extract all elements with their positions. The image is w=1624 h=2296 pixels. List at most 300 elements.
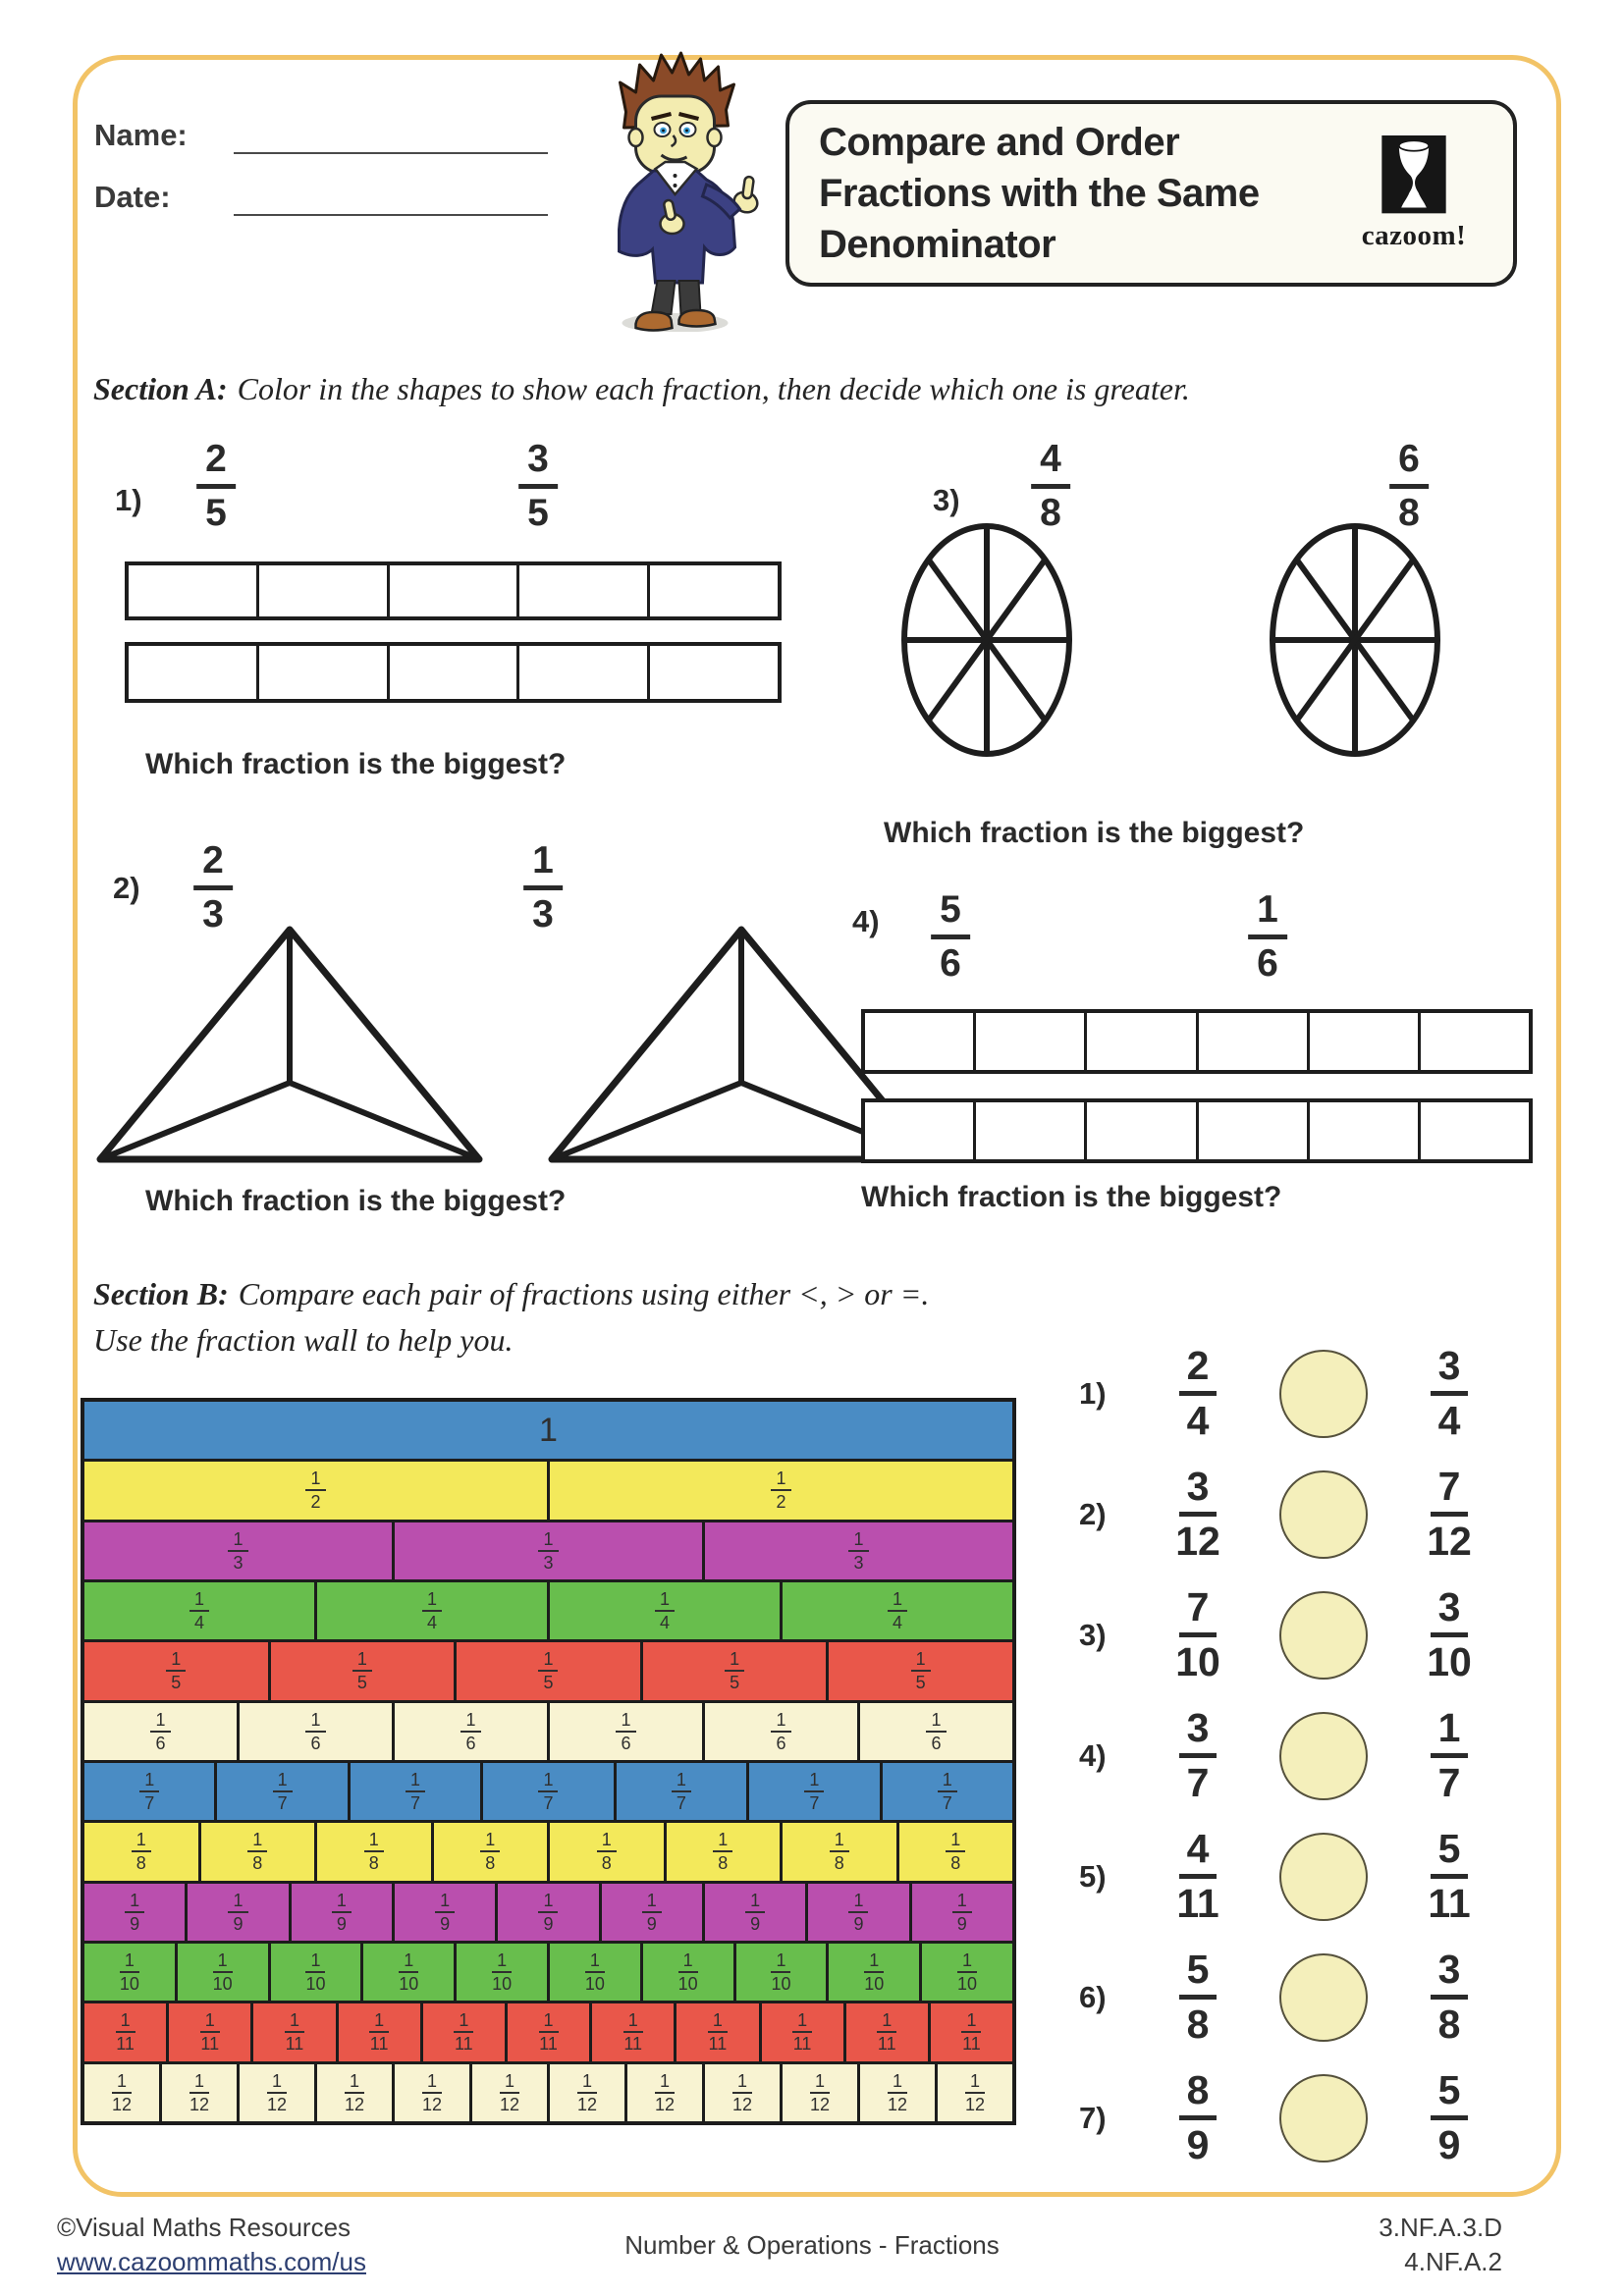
wall-fraction-denominator: 8	[485, 1853, 496, 1874]
wall-fraction-label	[771, 1468, 790, 1512]
fraction-numerator: 1	[1431, 1706, 1469, 1758]
bar-cell[interactable]	[387, 646, 517, 699]
problem-number: 4)	[852, 904, 880, 938]
bar-cell[interactable]	[516, 565, 647, 616]
bar-cell[interactable]	[1307, 1102, 1418, 1159]
comparison-fraction-right	[1428, 1827, 1470, 1926]
comparison-fraction-right	[1431, 1706, 1469, 1805]
wall-fraction-label	[435, 1891, 455, 1934]
fraction-wall-cell	[84, 1763, 214, 1820]
wall-fraction-label	[708, 2010, 728, 2054]
cazoom-logo-text: cazoom!	[1361, 219, 1467, 251]
wall-fraction-label	[888, 2071, 907, 2114]
wall-fraction-label	[285, 2010, 304, 2054]
wall-fraction-denominator: 11	[539, 2034, 558, 2055]
bar-cell[interactable]	[1196, 1013, 1307, 1070]
fraction-wall-cell	[289, 1884, 392, 1941]
wall-fraction-numerator: 1	[460, 1710, 480, 1733]
wall-fraction-label	[305, 1710, 325, 1753]
wall-fraction-label	[848, 1891, 868, 1934]
question-text: Which fraction is the biggest?	[861, 1181, 1282, 1213]
comparison-fraction-left	[1179, 1948, 1218, 2047]
wall-fraction-denominator: 8	[834, 1853, 844, 1874]
fraction-denominator: 6	[1257, 941, 1278, 985]
wall-fraction-denominator: 5	[915, 1673, 926, 1693]
wall-fraction-denominator: 5	[730, 1673, 740, 1693]
fraction-denominator: 9	[1437, 2122, 1461, 2167]
section-a-problem-1	[93, 432, 849, 815]
wall-fraction-label	[804, 1770, 824, 1813]
wall-fraction-numerator: 1	[267, 2071, 287, 2094]
wall-fraction-denominator: 12	[421, 2094, 443, 2114]
comparison-fraction-left	[1179, 1706, 1218, 1805]
wall-fraction-numerator: 1	[305, 1950, 325, 1973]
wall-fraction-label	[672, 1770, 691, 1813]
wall-fraction-numerator: 1	[538, 1770, 558, 1792]
fraction-denominator: 12	[1175, 1519, 1220, 1564]
problem-number: 1)	[115, 483, 142, 517]
fraction-denominator: 5	[205, 491, 227, 534]
wall-fraction-numerator: 1	[597, 1830, 617, 1852]
wall-fraction-denominator: 9	[130, 1913, 140, 1934]
fraction-numerator: 2	[196, 438, 236, 489]
bar-cell[interactable]	[647, 565, 778, 616]
wall-fraction-denominator: 12	[189, 2094, 210, 2114]
answer-circle[interactable]	[1279, 1591, 1368, 1680]
wall-fraction-numerator: 1	[672, 1770, 691, 1792]
wall-fraction-label	[305, 1468, 325, 1512]
wall-fraction-denominator: 12	[809, 2094, 831, 2114]
wall-fraction-denominator: 11	[623, 2034, 643, 2055]
wall-fraction-numerator: 1	[952, 1891, 972, 1913]
fraction-bar-bottom	[861, 1098, 1533, 1163]
wall-fraction-denominator: 10	[212, 1974, 233, 1995]
comparison-fraction-left	[1176, 1827, 1218, 1926]
fraction-wall-cell	[420, 2003, 505, 2060]
bar-cell[interactable]	[387, 565, 517, 616]
fraction-wall-cell	[454, 1642, 640, 1699]
comparison-fraction-left	[1175, 1465, 1220, 1564]
fraction-numerator: 5	[1431, 2068, 1469, 2120]
bar-cell[interactable]	[1196, 1102, 1307, 1159]
wall-fraction-label	[213, 1950, 233, 1994]
wall-fraction-denominator: 10	[677, 1974, 698, 1995]
wall-fraction-numerator: 1	[500, 2071, 519, 2094]
wall-fraction-label	[577, 2071, 597, 2114]
wall-fraction-numerator: 1	[345, 2071, 364, 2094]
fraction-bar-top	[861, 1009, 1533, 1074]
comparison-left-slot	[1134, 1585, 1262, 1684]
wall-fraction-numerator: 1	[577, 2071, 597, 2094]
wall-fraction-numerator: 1	[189, 1589, 209, 1612]
wall-fraction-label	[364, 1830, 384, 1873]
wall-fraction-numerator: 1	[725, 1649, 744, 1672]
wall-fraction-label	[771, 1710, 790, 1753]
wall-fraction-numerator: 1	[623, 2010, 643, 2033]
wall-fraction-numerator: 1	[369, 2010, 389, 2033]
comparison-right-slot	[1385, 2068, 1513, 2167]
wall-fraction-denominator: 12	[266, 2094, 288, 2114]
wall-fraction-denominator: 12	[576, 2094, 598, 2114]
wall-fraction-numerator: 1	[120, 1950, 139, 1973]
wall-fraction-numerator: 1	[213, 1950, 233, 1973]
comparison-row	[1065, 1937, 1556, 2057]
comparison-fraction-left	[1175, 1585, 1220, 1684]
wall-fraction-numerator: 1	[911, 1649, 931, 1672]
fraction-numerator: 5	[1179, 1948, 1218, 2000]
fraction-wall-row	[84, 1402, 1012, 1459]
wall-fraction-label	[678, 1950, 698, 1994]
answer-circle[interactable]	[1279, 1350, 1368, 1438]
comparison-left-slot	[1134, 1948, 1262, 2047]
fraction-wall-cell	[733, 1944, 827, 2001]
wall-fraction-label	[926, 1710, 946, 1753]
fraction-left	[931, 888, 970, 985]
wall-fraction-numerator: 1	[200, 2010, 220, 2033]
wall-fraction-numerator: 1	[888, 2071, 907, 2094]
wall-fraction-numerator: 1	[422, 2071, 442, 2094]
fraction-wall-cell	[84, 1462, 547, 1519]
wall-fraction-label	[952, 1891, 972, 1934]
bar-cell[interactable]	[647, 646, 778, 699]
wall-fraction-label	[406, 1770, 425, 1813]
fraction-left	[193, 839, 233, 935]
fraction-wall-cell	[84, 1402, 1012, 1459]
answer-circle[interactable]	[1279, 2074, 1368, 2163]
comparison-fraction-left	[1179, 2068, 1218, 2167]
fraction-denominator: 11	[1428, 1881, 1471, 1926]
fraction-wall-cell	[547, 1703, 702, 1760]
bar-cell[interactable]	[1084, 1102, 1195, 1159]
fraction-wall-cell	[84, 1884, 185, 1941]
wall-fraction-label	[112, 2071, 132, 2114]
wall-fraction-denominator: 5	[171, 1673, 182, 1693]
bar-cell[interactable]	[1084, 1013, 1195, 1070]
bar-cell[interactable]	[1307, 1013, 1418, 1070]
comparison-fraction-right	[1431, 2068, 1469, 2167]
wall-fraction-label	[938, 1770, 957, 1813]
wall-fraction-numerator: 1	[116, 2010, 135, 2033]
fraction-wall-row	[84, 1941, 1012, 2001]
bar-cell[interactable]	[129, 646, 256, 699]
fraction-wall-row	[84, 1881, 1012, 1941]
wall-fraction-numerator: 1	[745, 1891, 765, 1913]
wall-fraction-numerator: 1	[708, 2010, 728, 2033]
wall-fraction-label	[500, 2071, 519, 2114]
fraction-wall-cell	[935, 2064, 1012, 2121]
wall-fraction-numerator: 1	[454, 2010, 473, 2033]
wall-fraction-label	[538, 1649, 558, 1692]
wall-fraction-label	[655, 2071, 675, 2114]
wall-fraction-denominator: 9	[543, 1913, 554, 1934]
fraction-wall-cell	[454, 1944, 547, 2001]
fraction-wall-cell	[214, 1763, 347, 1820]
wall-fraction-label	[848, 1529, 868, 1573]
wall-fraction-numerator: 1	[655, 2071, 675, 2094]
fraction-denominator: 8	[1437, 2002, 1461, 2047]
wall-label-one: 1	[539, 1411, 558, 1449]
wall-fraction-denominator: 11	[877, 2034, 896, 2055]
fraction-wall	[81, 1398, 1016, 2125]
fraction-numerator: 4	[1179, 1827, 1218, 1879]
section-b-instruction-1: Compare each pair of fractions using either <, > or =.	[238, 1276, 930, 1311]
fraction-wall-cell	[780, 1823, 896, 1880]
answer-circle[interactable]	[1279, 1833, 1368, 1921]
wall-fraction-numerator: 1	[399, 1950, 418, 1973]
wall-fraction-denominator: 7	[410, 1793, 421, 1814]
fraction-numerator: 3	[1431, 1344, 1469, 1396]
fraction-wall-cell	[159, 2064, 237, 2121]
wall-fraction-label	[132, 1830, 151, 1873]
fraction-wall-cell	[268, 1944, 361, 2001]
wall-fraction-numerator: 1	[332, 1891, 352, 1913]
comparison-row	[1065, 2057, 1556, 2178]
fraction-wall-row	[84, 1459, 1012, 1519]
fraction-wall-cell	[237, 1703, 392, 1760]
problem-number: 3)	[933, 483, 960, 517]
wall-fraction-label	[877, 2010, 896, 2054]
wall-fraction-denominator: 11	[200, 2034, 220, 2055]
fraction-wall-cell	[780, 2064, 857, 2121]
wall-fraction-label	[422, 1589, 442, 1632]
wall-fraction-label	[810, 2071, 830, 2114]
wall-fraction-denominator: 12	[964, 2094, 986, 2114]
problem-number: 2)	[113, 871, 140, 905]
wall-fraction-denominator: 5	[543, 1673, 554, 1693]
wall-fraction-label	[585, 1950, 605, 1994]
comparison-number: 6)	[1079, 1979, 1107, 2014]
wall-fraction-denominator: 12	[344, 2094, 365, 2114]
fraction-numerator: 3	[1431, 1948, 1469, 2000]
wall-fraction-label	[200, 2010, 220, 2054]
wall-fraction-denominator: 6	[621, 1733, 631, 1753]
bar-cell[interactable]	[129, 565, 256, 616]
fraction-wall-cell	[314, 2064, 392, 2121]
fraction-denominator: 8	[1398, 491, 1420, 534]
wall-fraction-label	[166, 1649, 186, 1692]
wall-fraction-label	[228, 1891, 247, 1934]
wall-fraction-denominator: 9	[646, 1913, 657, 1934]
wall-fraction-numerator: 1	[848, 1529, 868, 1552]
fraction-wall-cell	[392, 1703, 547, 1760]
fraction-wall-cell	[599, 1884, 702, 1941]
wall-fraction-numerator: 1	[189, 2071, 209, 2094]
wall-fraction-label	[771, 1950, 790, 1994]
bar-cell[interactable]	[1418, 1013, 1529, 1070]
comparison-row	[1065, 1454, 1556, 1575]
wall-fraction-numerator: 1	[132, 1830, 151, 1852]
date-input-line[interactable]	[234, 214, 548, 216]
wall-fraction-denominator: 7	[676, 1793, 686, 1814]
bar-cell[interactable]	[865, 1013, 973, 1070]
wall-fraction-numerator: 1	[273, 1770, 293, 1792]
fraction-numerator: 1	[1248, 888, 1287, 939]
wall-fraction-numerator: 1	[538, 1891, 558, 1913]
wall-fraction-denominator: 9	[336, 1913, 347, 1934]
wall-fraction-numerator: 1	[616, 1710, 635, 1733]
wall-fraction-denominator: 4	[659, 1613, 670, 1633]
wall-fraction-label	[946, 1830, 965, 1873]
wall-fraction-denominator: 9	[750, 1913, 761, 1934]
fraction-wall-row	[84, 1820, 1012, 1880]
wall-fraction-denominator: 3	[233, 1552, 244, 1573]
fraction-wall-cell	[547, 2064, 624, 2121]
fraction-wall-cell	[896, 1823, 1013, 1880]
wall-fraction-numerator: 1	[585, 1950, 605, 1973]
comparison-fraction-left	[1179, 1344, 1218, 1443]
wall-fraction-denominator: 8	[601, 1853, 612, 1874]
fraction-circle-left[interactable]	[898, 520, 1075, 760]
fraction-denominator: 4	[1437, 1398, 1461, 1443]
bar-cell[interactable]	[865, 1102, 973, 1159]
wall-fraction-numerator: 1	[830, 1830, 849, 1852]
wall-fraction-denominator: 7	[543, 1793, 554, 1814]
wall-fraction-label	[597, 1830, 617, 1873]
wall-fraction-numerator: 1	[810, 2071, 830, 2094]
wall-fraction-denominator: 11	[962, 2034, 981, 2055]
fraction-wall-row	[84, 1760, 1012, 1820]
bar-cell[interactable]	[973, 1013, 1084, 1070]
wall-fraction-numerator: 1	[792, 2010, 812, 2033]
fraction-bar-top	[125, 561, 782, 620]
fraction-wall-cell	[547, 1462, 1012, 1519]
fraction-wall-cell	[268, 1642, 455, 1699]
wall-fraction-numerator: 1	[848, 1891, 868, 1913]
wall-fraction-denominator: 4	[193, 1613, 204, 1633]
wall-fraction-numerator: 1	[139, 1770, 159, 1792]
fraction-numerator: 5	[1431, 1827, 1469, 1879]
bar-cell[interactable]	[516, 646, 647, 699]
wall-fraction-denominator: 6	[931, 1733, 942, 1753]
wall-fraction-label	[305, 1950, 325, 1994]
wall-fraction-label	[116, 2010, 135, 2054]
wall-fraction-numerator: 1	[864, 1950, 884, 1973]
wall-fraction-label	[538, 1770, 558, 1813]
fraction-denominator: 4	[1186, 1398, 1210, 1443]
fraction-wall-cell	[84, 1642, 268, 1699]
comparison-left-slot	[1134, 1706, 1262, 1805]
fraction-circle-right[interactable]	[1267, 520, 1443, 760]
wall-fraction-denominator: 10	[399, 1974, 419, 1995]
fraction-wall-row	[84, 1579, 1012, 1639]
wall-fraction-denominator: 8	[950, 1853, 961, 1874]
wall-fraction-denominator: 7	[144, 1793, 155, 1814]
wall-fraction-numerator: 1	[713, 1830, 732, 1852]
wall-fraction-denominator: 12	[887, 2094, 908, 2114]
footer-standard-1: 3.NF.A.3.D	[1379, 2213, 1502, 2242]
wall-fraction-numerator: 1	[112, 2071, 132, 2094]
wall-fraction-denominator: 12	[499, 2094, 520, 2114]
fraction-denominator: 3	[532, 892, 554, 935]
fraction-wall-cell	[919, 1944, 1012, 2001]
comparison-number: 2)	[1079, 1496, 1107, 1531]
comparison-row	[1065, 1575, 1556, 1695]
wall-fraction-label	[273, 1770, 293, 1813]
wall-fraction-denominator: 12	[111, 2094, 133, 2114]
wall-fraction-label	[228, 1529, 247, 1573]
fraction-numerator: 7	[1431, 1465, 1469, 1517]
wall-fraction-label	[267, 2071, 287, 2114]
question-text: Which fraction is the biggest?	[145, 748, 567, 780]
bar-cell[interactable]	[1418, 1102, 1529, 1159]
bar-cell[interactable]	[256, 565, 387, 616]
section-b-problems	[1065, 1333, 1556, 2178]
fraction-numerator: 4	[1031, 438, 1070, 489]
fraction-wall-cell	[664, 1823, 781, 1880]
fraction-wall-cell	[84, 1582, 314, 1639]
wall-fraction-label	[454, 2010, 473, 2054]
fraction-denominator: 6	[940, 941, 961, 985]
footer-link[interactable]: www.cazoommaths.com/us	[57, 2247, 366, 2277]
section-b-label: Section B:	[93, 1276, 229, 1311]
wall-fraction-numerator: 1	[877, 2010, 896, 2033]
fraction-bar-bottom	[125, 642, 782, 703]
wall-fraction-denominator: 11	[792, 2034, 812, 2055]
wall-fraction-label	[961, 2010, 981, 2054]
fraction-wall-cell	[360, 1944, 454, 2001]
wall-fraction-label	[399, 1950, 418, 1994]
wall-fraction-numerator: 1	[957, 1950, 977, 1973]
wall-fraction-denominator: 11	[116, 2034, 135, 2055]
wall-fraction-denominator: 10	[492, 1974, 513, 1995]
fraction-wall-cell	[746, 1763, 879, 1820]
answer-circle[interactable]	[1279, 1470, 1368, 1559]
fraction-wall-cell	[166, 2003, 250, 2060]
cazoom-logo	[1330, 135, 1497, 252]
wall-fraction-denominator: 4	[892, 1613, 902, 1633]
fraction-denominator: 8	[1040, 491, 1061, 534]
section-a-heading	[93, 371, 1190, 407]
fraction-wall-cell	[702, 1884, 805, 1941]
fraction-denominator: 11	[1176, 1881, 1219, 1926]
fraction-denominator: 5	[527, 491, 549, 534]
title-box	[785, 100, 1517, 287]
answer-circle[interactable]	[1279, 1953, 1368, 2042]
fraction-denominator: 3	[202, 892, 224, 935]
wall-fraction-denominator: 6	[310, 1733, 321, 1753]
name-input-line[interactable]	[234, 152, 548, 154]
answer-circle[interactable]	[1279, 1712, 1368, 1800]
wall-fraction-numerator: 1	[285, 2010, 304, 2033]
wall-fraction-label	[538, 1891, 558, 1934]
date-label: Date:	[94, 180, 171, 214]
wall-fraction-label	[732, 2071, 752, 2114]
bar-cell[interactable]	[256, 646, 387, 699]
fraction-wall-cell	[198, 1823, 315, 1880]
wall-fraction-denominator: 12	[731, 2094, 753, 2114]
wall-fraction-numerator: 1	[538, 1529, 558, 1552]
fraction-wall-cell	[857, 1703, 1012, 1760]
bar-cell[interactable]	[973, 1102, 1084, 1159]
wall-fraction-denominator: 6	[776, 1733, 786, 1753]
fraction-wall-cell	[547, 1582, 780, 1639]
fraction-right	[1248, 888, 1287, 985]
wall-fraction-label	[623, 2010, 643, 2054]
wall-fraction-numerator: 1	[732, 2071, 752, 2094]
wall-fraction-denominator: 9	[853, 1913, 864, 1934]
section-a-label: Section A:	[93, 371, 228, 406]
wall-fraction-numerator: 1	[228, 1891, 247, 1913]
wall-fraction-numerator: 1	[538, 1649, 558, 1672]
fraction-triangle-left[interactable]	[93, 923, 486, 1166]
wall-fraction-denominator: 8	[135, 1853, 146, 1874]
wall-fraction-numerator: 1	[655, 1589, 675, 1612]
fraction-wall-row	[84, 2001, 1012, 2060]
section-b-heading	[93, 1276, 929, 1312]
comparison-number: 1)	[1079, 1375, 1107, 1411]
wall-fraction-numerator: 1	[642, 1891, 662, 1913]
fraction-wall-cell	[392, 1522, 702, 1579]
